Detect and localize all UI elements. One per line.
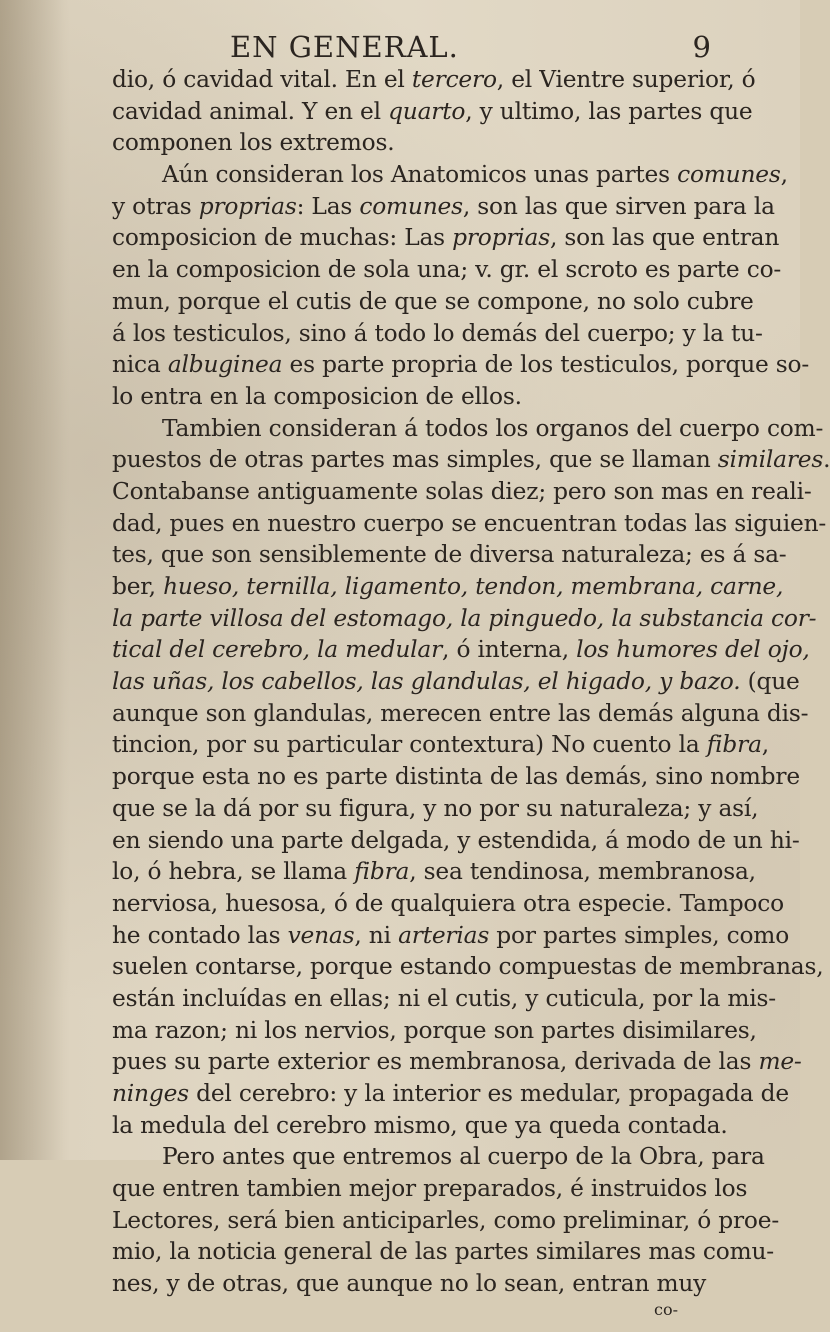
italic-text-segment: albuginea <box>167 351 283 379</box>
text-segment: y otras <box>112 192 199 220</box>
text-line <box>112 413 824 445</box>
text-line <box>112 444 830 476</box>
catchword: co- <box>654 1299 678 1319</box>
text-segment: porque esta no es parte distinta de las demás, sino nombre <box>112 763 800 791</box>
text-line <box>112 96 753 128</box>
text-line <box>112 127 730 159</box>
text-segment: : Las <box>296 192 360 220</box>
text-line <box>112 1205 779 1237</box>
text-segment: es parte propria de los testiculos, porque so- <box>282 351 810 379</box>
text-line <box>112 286 754 318</box>
italic-text-segment: los humores del ojo, <box>576 636 810 664</box>
text-segment: tincion, por su particular contextura) No cuento la <box>112 731 707 759</box>
text-segment: . <box>823 446 830 474</box>
text-line <box>112 318 763 350</box>
text-segment: á los testiculos, sino á todo lo demás del cuerpo; y la tu- <box>112 319 763 347</box>
text-segment: que se la dá por su figura, y no por su naturaleza; y así, <box>112 794 759 822</box>
italic-text-segment: las uñas, los cabellos, las glandulas, el higado, y bazo. <box>112 668 741 696</box>
text-line <box>112 729 769 761</box>
italic-text-segment: hueso, ternilla, ligamento, tendon, membrana, carne, <box>163 573 784 600</box>
text-line <box>112 920 790 952</box>
text-segment: Contabanse antiguamente solas diez; pero son mas en reali- <box>112 477 812 505</box>
text-line <box>112 761 800 793</box>
text-segment: , sea tendinosa, membranosa, <box>409 858 756 886</box>
text-line <box>112 666 800 698</box>
italic-text-segment: me- <box>758 1048 802 1076</box>
text-segment: composicion de muchas: Las <box>112 224 453 252</box>
italic-text-segment: tical del cerebro, la medular <box>112 636 443 664</box>
text-segment: dio, ó cavidad vital. En el <box>112 66 412 93</box>
text-line <box>112 1236 774 1268</box>
text-segment: ber, <box>112 573 164 600</box>
text-segment: nes, y de otras, que aunque no lo sean, entran muy <box>112 1270 707 1298</box>
text-segment: en la composicion de sola una; v. gr. el scroto es parte co- <box>112 256 782 284</box>
text-segment: , ó interna, <box>442 636 577 664</box>
text-segment: suelen contarse, porque estando compuestas de membranas, <box>112 953 824 981</box>
text-line <box>112 254 782 286</box>
text-segment: en siendo una parte delgada, y estendida, á modo de un hi- <box>112 826 800 854</box>
italic-text-segment: fibra <box>354 858 410 886</box>
page-gutter-shadow <box>0 0 70 1160</box>
text-segment: del cerebro: y la interior es medular, propagada de <box>188 1080 789 1107</box>
text-segment: Lectores, será bien anticiparles, como preliminar, ó proe- <box>112 1206 779 1234</box>
text-line <box>112 539 787 571</box>
text-line <box>112 159 788 191</box>
text-line <box>112 349 810 381</box>
italic-text-segment: proprias <box>198 192 297 220</box>
text-segment: dad, pues en nuestro cuerpo se encuentran todas las siguien- <box>112 509 827 537</box>
text-segment: que entren tambien mejor preparados, é instruidos los <box>112 1175 748 1203</box>
text-segment: , son las que sirven para la <box>462 192 775 220</box>
text-line <box>112 603 817 635</box>
text-segment: Pero antes que entremos al cuerpo de la Obra, para <box>162 1143 765 1171</box>
text-line <box>112 793 759 825</box>
text-line <box>112 698 809 730</box>
text-segment: están incluídas en ellas; ni el cutis, y cuticula, por la mis- <box>112 984 776 1012</box>
text-line <box>112 1173 748 1205</box>
text-line <box>112 1046 802 1078</box>
text-segment: nica <box>112 351 168 379</box>
text-segment: cavidad animal. Y en el <box>112 97 389 125</box>
text-segment: , y ultimo, las partes que <box>465 97 753 125</box>
text-line <box>112 951 824 983</box>
italic-text-segment: tercero <box>411 66 497 93</box>
page-number: 9 <box>692 30 712 64</box>
italic-text-segment: fibra <box>706 731 762 759</box>
italic-text-segment: comunes <box>359 192 463 220</box>
text-segment: ma razon; ni los nervios, porque son partes disimilares, <box>112 1016 757 1044</box>
italic-text-segment: comunes <box>677 161 781 189</box>
text-segment: mio, la noticia general de las partes similares mas comu- <box>112 1238 774 1266</box>
text-line <box>112 64 756 96</box>
text-segment: tes, que son sensiblemente de diversa naturaleza; es á sa- <box>112 541 787 569</box>
text-line <box>112 381 730 413</box>
text-segment: (que <box>740 668 800 696</box>
text-line <box>112 888 784 920</box>
text-line <box>112 856 756 888</box>
text-line <box>112 1015 757 1047</box>
text-segment: componen los extremos. <box>112 129 395 157</box>
body-text <box>112 64 830 1300</box>
text-segment: , ni <box>354 921 399 949</box>
text-line <box>112 825 800 857</box>
text-segment: , <box>780 161 788 189</box>
text-segment: he contado las <box>112 921 288 949</box>
text-line <box>112 983 776 1015</box>
page-header <box>112 30 730 64</box>
text-line <box>112 1268 730 1300</box>
text-segment: Tambien consideran á todos los organos del cuerpo com- <box>162 414 824 442</box>
text-segment: pues su parte exterior es membranosa, derivada de las <box>112 1048 759 1076</box>
italic-text-segment: venas <box>287 921 355 949</box>
text-segment: , son las que entran <box>549 224 780 252</box>
italic-text-segment: arterias <box>398 921 490 949</box>
text-segment: Aún consideran los Anatomicos unas partes <box>162 161 678 189</box>
italic-text-segment: ninges <box>112 1080 189 1107</box>
text-line <box>112 571 784 603</box>
text-segment: mun, porque el cutis de que se compone, no solo cubre <box>112 287 754 315</box>
text-segment: nerviosa, huesosa, ó de qualquiera otra especie. Tampoco <box>112 889 784 917</box>
text-segment: , el Vientre superior, ó <box>496 66 756 93</box>
text-segment: lo, ó hebra, se llama <box>112 858 355 886</box>
text-line <box>112 476 812 508</box>
italic-text-segment: la parte villosa del estomago, la pinguedo, la substancia cor- <box>112 604 817 632</box>
text-line <box>112 1110 730 1142</box>
text-line <box>112 634 810 666</box>
running-head: EN GENERAL. <box>230 30 459 64</box>
text-segment: puestos de otras partes mas simples, que se llaman <box>112 446 718 474</box>
italic-text-segment: proprias <box>452 224 550 252</box>
italic-text-segment: quarto <box>388 97 466 125</box>
text-line <box>112 222 780 254</box>
text-line <box>112 1078 789 1110</box>
text-line <box>112 508 827 540</box>
text-segment: , <box>761 731 769 759</box>
italic-text-segment: similares <box>717 446 824 474</box>
text-segment: aunque son glandulas, merecen entre las demás alguna dis- <box>112 699 809 727</box>
text-segment: por partes simples, como <box>489 921 790 949</box>
text-segment: lo entra en la composicion de ellos. <box>112 382 522 410</box>
text-line <box>112 191 775 223</box>
text-segment: la medula del cerebro mismo, que ya queda contada. <box>112 1111 728 1139</box>
text-line <box>112 1141 765 1173</box>
